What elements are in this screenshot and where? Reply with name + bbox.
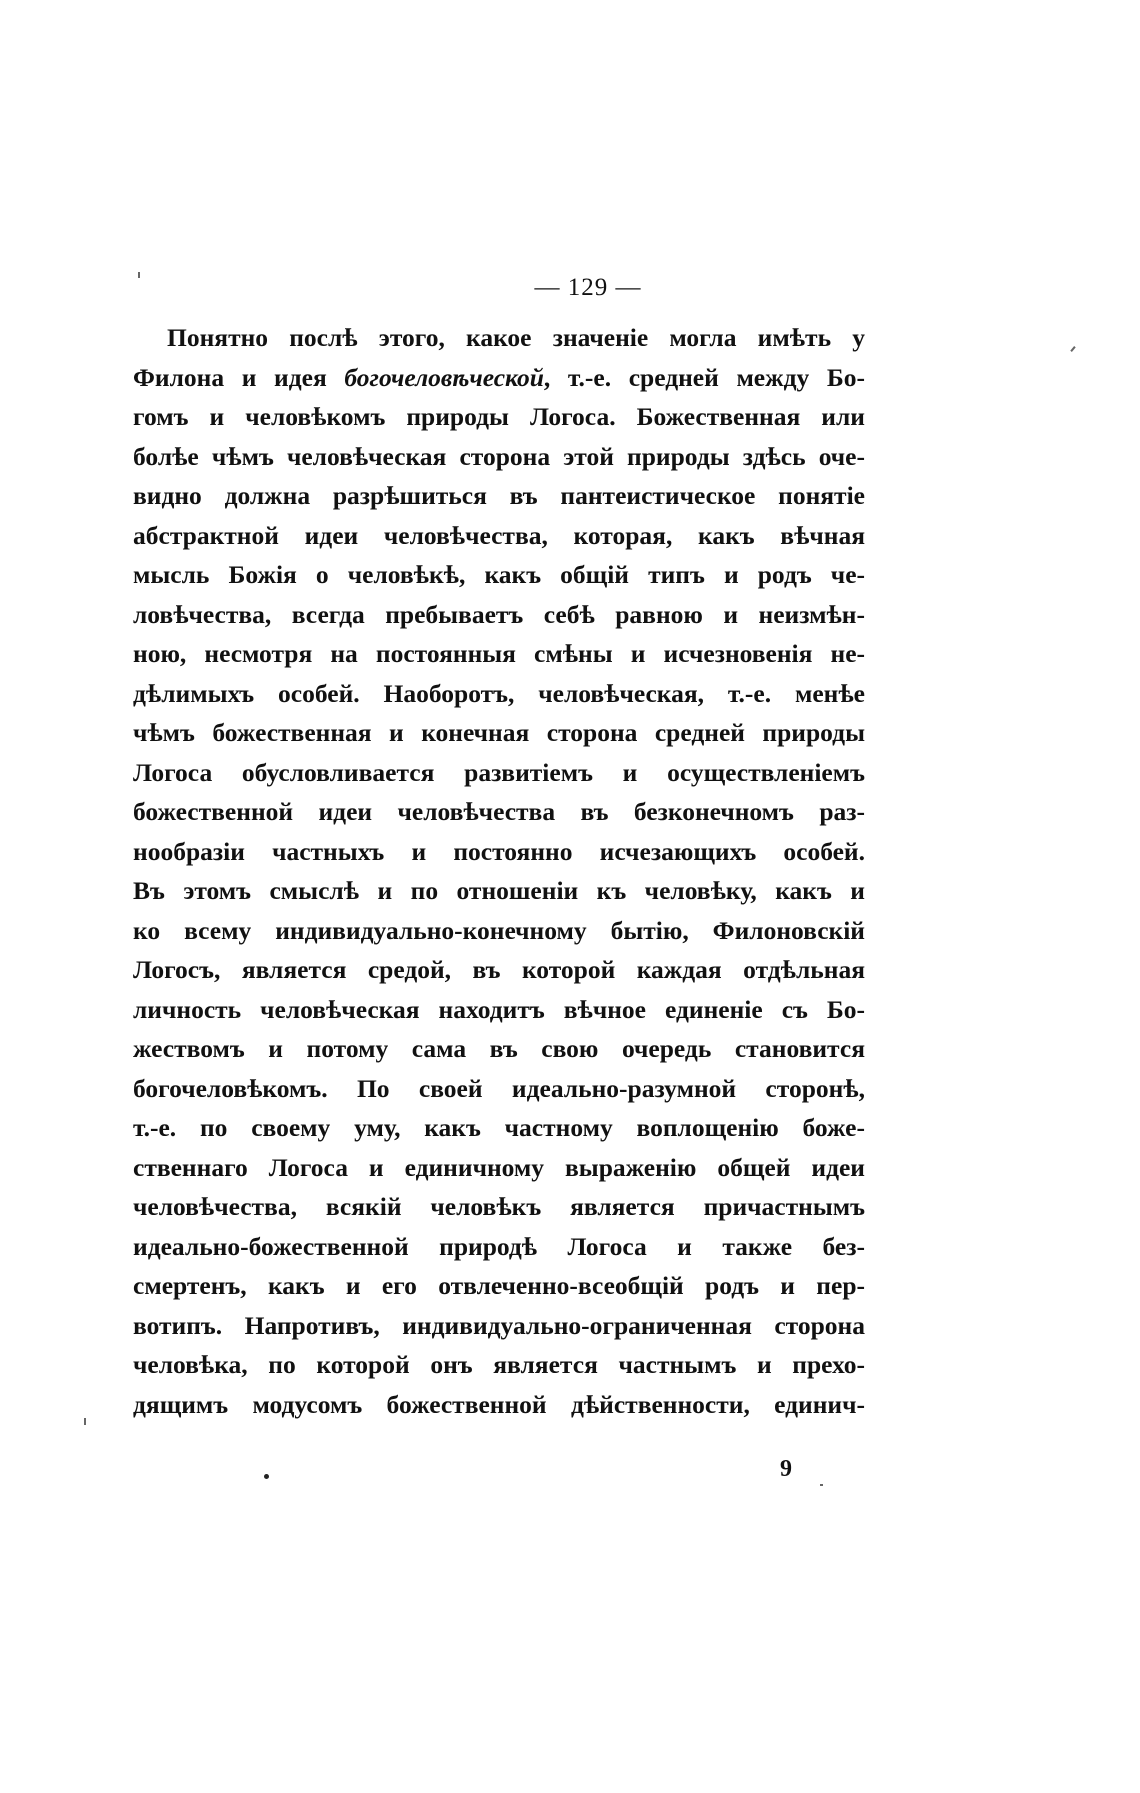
print-speck (84, 1418, 86, 1425)
text-line: жествомъ и потому сама въ свою очередь становится (133, 1034, 865, 1063)
text-line: гомъ и человѣкомъ природы Логоса. Божественная или (133, 402, 865, 431)
text-line: человѣка, по которой онъ является частнымъ и прехо- (133, 1350, 865, 1379)
print-speck (820, 1484, 823, 1486)
text-line: Логоса обусловливается развитiемъ и осуществленiемъ (133, 757, 865, 787)
text-line: абстрактной идеи человѣчества, которая, какъ вѣчная (133, 520, 865, 550)
text-line: смертенъ, какъ и его отвлеченно-всеобщiй родъ и пер- (133, 1271, 865, 1300)
print-speck (1070, 346, 1075, 352)
text-line: человѣчества, всякiй человѣкъ является причастнымъ (133, 1192, 865, 1221)
text-fragment: , т.-е. средней между Бо- (543, 362, 865, 392)
body-text (133, 318, 865, 1424)
text-line: Понятно послѣ этого, какое значенiе могла имѣть у (167, 323, 865, 352)
text-line: личность человѣческая находитъ вѣчное единенiе съ Бо- (133, 994, 865, 1024)
italic-term: богочеловѣческой (344, 362, 544, 392)
text-line: мысль Божiя о человѣкѣ, какъ общiй типъ и родъ че- (133, 560, 865, 589)
text-line: Логосъ, является средой, въ которой каждая отдѣльная (133, 955, 865, 984)
text-line: т.-е. по своему уму, какъ частному воплощенiю боже- (133, 1113, 865, 1142)
signature-mark: 9 (780, 1456, 792, 1482)
text-line: божественной идеи человѣчества въ безконечномъ раз- (133, 797, 865, 826)
text-line: нообразiи частныхъ и постоянно исчезающихъ особей. (133, 836, 865, 866)
text-line: ною, несмотря на постоянныя смѣны и исчезновенiя не- (133, 639, 865, 668)
text-line: Въ этомъ смыслѣ и по отношенiи къ человѣку, какъ и (133, 876, 865, 905)
text-line: богочеловѣкомъ. По своей идеально-разумной сторонѣ, (133, 1073, 865, 1103)
text-line: ко всему индивидуально-конечному бытiю, Филоновскiй (133, 915, 865, 945)
text-line: ловѣчества, всегда пребываетъ себѣ равною и неизмѣн- (133, 599, 865, 629)
text-line: дящимъ модусомъ божественной дѣйственности, единич- (133, 1389, 865, 1419)
text-line: ственнаго Логоса и единичному выраженiю общей идеи (133, 1152, 865, 1182)
text-fragment: Филона и идея (133, 362, 327, 392)
text-line: дѣлимыхъ особей. Наоборотъ, человѣческая, т.-е. менѣе (133, 678, 865, 708)
text-line: видно должна разрѣшиться въ пантеистическое понятiе (133, 481, 865, 510)
print-speck (138, 272, 140, 278)
text-line: вотипъ. Напротивъ, индивидуально-ограниченная сторона (133, 1310, 865, 1340)
text-line: чѣмъ божественная и конечная сторона средней природы (133, 718, 865, 747)
text-line: болѣе чѣмъ человѣческая сторона этой природы здѣсь оче- (133, 441, 865, 471)
page-number: — 129 — (534, 274, 642, 301)
text-line (133, 358, 865, 398)
print-dot (264, 1474, 269, 1479)
text-line: идеально-божественной природѣ Логоса и также без- (133, 1231, 865, 1261)
